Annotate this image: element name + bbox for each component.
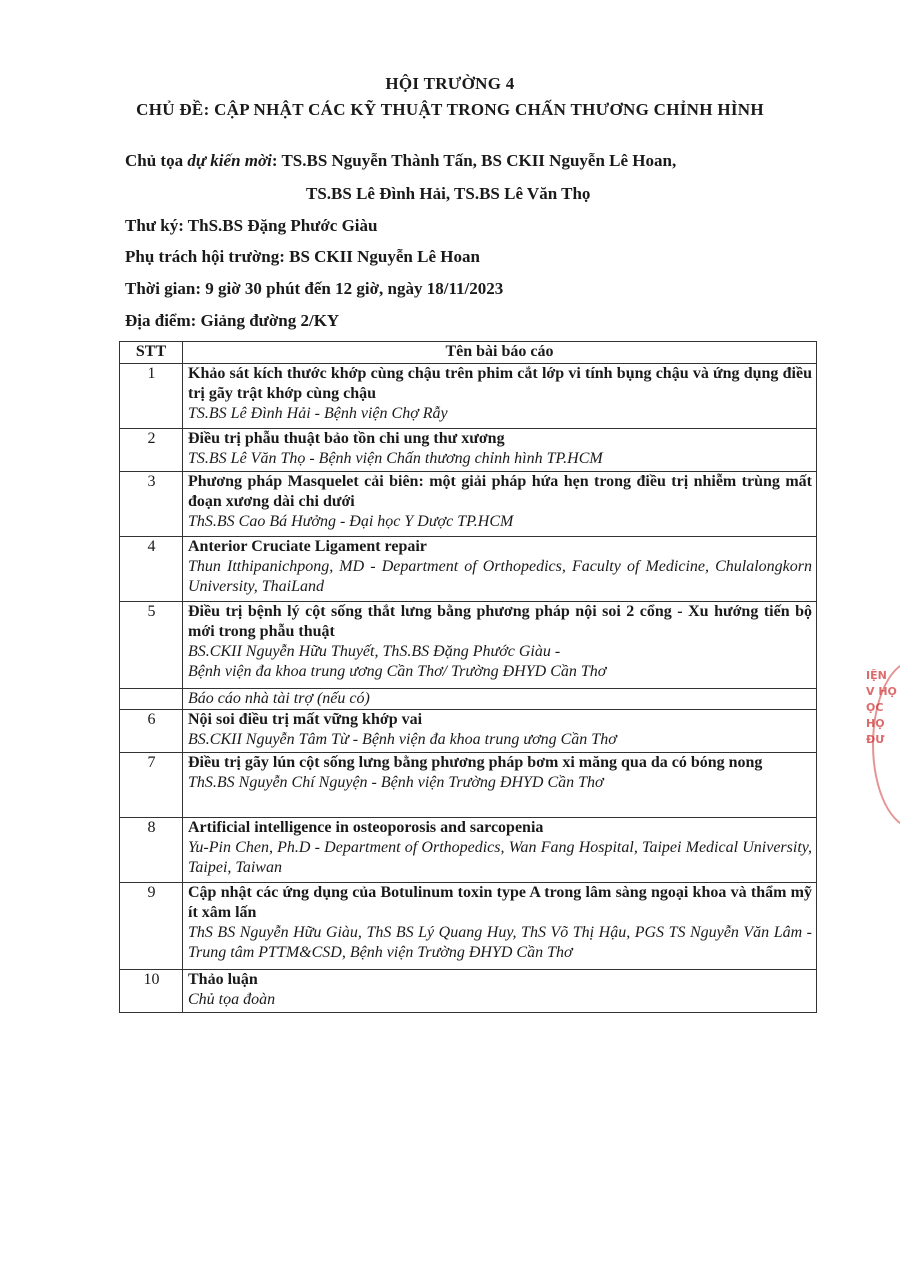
- stamp-line: V HỌ: [866, 685, 897, 698]
- table-header-row: [120, 342, 817, 364]
- sponsor-note: Báo cáo nhà tài trợ (nếu có): [183, 689, 817, 710]
- topic-title: CHỦ ĐỀ: CẬP NHẬT CÁC KỸ THUẬT TRONG CHẤN THƯƠNG CHỈNH HÌNH: [136, 100, 764, 119]
- talk-title: Điều trị bệnh lý cột sống thắt lưng bằng phương pháp nội soi 2 cổng - Xu hướng tiến bộ mới trong phẫu thuật: [188, 603, 812, 640]
- talk-title: Anterior Cruciate Ligament repair: [188, 538, 427, 555]
- table-row: [120, 429, 817, 472]
- hall-title: HỘI TRƯỜNG 4: [385, 74, 515, 93]
- venue: Địa điểm: Giảng đường 2/KY: [125, 311, 340, 330]
- stamp-line: HỌ: [866, 717, 885, 730]
- row-content: [183, 753, 817, 818]
- time: Thời gian: 9 giờ 30 phút đến 12 giờ, ngày 18/11/2023: [125, 279, 504, 298]
- talk-author: TS.BS Lê Văn Thọ - Bệnh viện Chấn thương chỉnh hình TP.HCM: [188, 450, 603, 467]
- row-stt: 8: [120, 818, 183, 883]
- secretary: Thư ký: ThS.BS Đặng Phước Giàu: [125, 216, 378, 235]
- sponsor-row: [120, 689, 817, 710]
- col-stt-header: STT: [120, 342, 183, 364]
- row-content: [183, 970, 817, 1013]
- table-row: [120, 710, 817, 753]
- row-content: [183, 883, 817, 970]
- talk-author: Thun Itthipanichpong, MD - Department of Orthopedics, Faculty of Medicine, Chulalongkorn University, ThaiLand: [188, 558, 812, 595]
- table-row: [120, 602, 817, 689]
- talk-author: ThS BS Nguyễn Hữu Giàu, ThS BS Lý Quang Huy, ThS Võ Thị Hậu, PGS TS Nguyễn Văn Lâm - Trung tâm PTTM&CSD, Bệnh viện Trường ĐHYD Cần Thơ: [188, 924, 812, 961]
- row-content: [183, 364, 817, 429]
- talk-title: Khảo sát kích thước khớp cùng chậu trên phim cắt lớp vi tính bụng chậu và ứng dụng điều trị gãy trật khớp cùng chậu: [188, 365, 812, 402]
- table-row: [120, 818, 817, 883]
- row-stt: 10: [120, 970, 183, 1013]
- row-content: [183, 602, 817, 689]
- talk-author: ThS.BS Cao Bá Hưởng - Đại học Y Dược TP.HCM: [188, 513, 514, 530]
- row-stt: 6: [120, 710, 183, 753]
- row-content: [183, 537, 817, 602]
- table-row: [120, 364, 817, 429]
- talk-author: BS.CKII Nguyễn Hữu Thuyết, ThS.BS Đặng Phước Giàu -: [188, 643, 561, 660]
- talk-author: BS.CKII Nguyễn Tâm Từ - Bệnh viện đa khoa trung ương Cần Thơ: [188, 731, 617, 748]
- chair-label-italic: dự kiến mời: [187, 151, 272, 170]
- chair-label: Chủ tọa: [125, 151, 188, 170]
- red-stamp-text: [866, 668, 900, 818]
- row-stt: 7: [120, 753, 183, 818]
- row-stt: 5: [120, 602, 183, 689]
- talk-title: Điều trị phẫu thuật bảo tồn chi ung thư xương: [188, 430, 505, 447]
- stamp-line: ĐƯ: [866, 733, 885, 746]
- chair-names-1: : TS.BS Nguyễn Thành Tấn, BS CKII Nguyễn Lê Hoan,: [271, 151, 677, 170]
- talk-title: Cập nhật các ứng dụng của Botulinum toxin type A trong lâm sàng ngoại khoa và thẩm mỹ ít xâm lấn: [188, 884, 812, 921]
- hall-manager: Phụ trách hội trường: BS CKII Nguyễn Lê Hoan: [125, 247, 480, 266]
- row-content: [183, 710, 817, 753]
- talk-author: ThS.BS Nguyễn Chí Nguyện - Bệnh viện Trường ĐHYD Cần Thơ: [188, 774, 604, 791]
- row-stt: 9: [120, 883, 183, 970]
- row-content: [183, 472, 817, 537]
- row-stt: 2: [120, 429, 183, 472]
- talk-author: TS.BS Lê Đình Hải - Bệnh viện Chợ Rẫy: [188, 405, 448, 422]
- table-row: [120, 537, 817, 602]
- row-stt: 3: [120, 472, 183, 537]
- talk-title: Điều trị gãy lún cột sống lưng bằng phương pháp bơm xi măng qua da có bóng nong: [188, 754, 763, 771]
- chair-line-1: [125, 151, 676, 171]
- col-title-header: Tên bài báo cáo: [183, 342, 817, 364]
- talk-title: Nội soi điều trị mất vững khớp vai: [188, 711, 423, 728]
- talk-author: Yu-Pin Chen, Ph.D - Department of Orthopedics, Wan Fang Hospital, Taipei Medical University, Taipei, Taiwan: [188, 839, 812, 876]
- row-content: [183, 818, 817, 883]
- talk-title: Phương pháp Masquelet cải biên: một giải pháp hứa hẹn trong điều trị nhiễm trùng mất đoạn xương dài chi dưới: [188, 473, 812, 510]
- sponsor-stt-cell: [120, 689, 183, 710]
- row-stt: 1: [120, 364, 183, 429]
- table-row: [120, 472, 817, 537]
- talk-title: Artificial intelligence in osteoporosis and sarcopenia: [188, 819, 544, 836]
- chair-names-2: TS.BS Lê Đình Hải, TS.BS Lê Văn Thọ: [306, 184, 591, 203]
- row-stt: 4: [120, 537, 183, 602]
- stamp-line: IỆN: [866, 669, 887, 682]
- row-content: [183, 429, 817, 472]
- talk-author-affiliation: Bệnh viện đa khoa trung ương Cần Thơ/ Trường ĐHYD Cần Thơ: [188, 663, 607, 680]
- table-row: [120, 883, 817, 970]
- talk-author: Chủ tọa đoàn: [188, 991, 276, 1008]
- table-row: [120, 753, 817, 818]
- table-row: [120, 970, 817, 1013]
- stamp-line: ỌC: [866, 701, 884, 714]
- talk-title: Thảo luận: [188, 971, 258, 988]
- agenda-table: [119, 341, 817, 1013]
